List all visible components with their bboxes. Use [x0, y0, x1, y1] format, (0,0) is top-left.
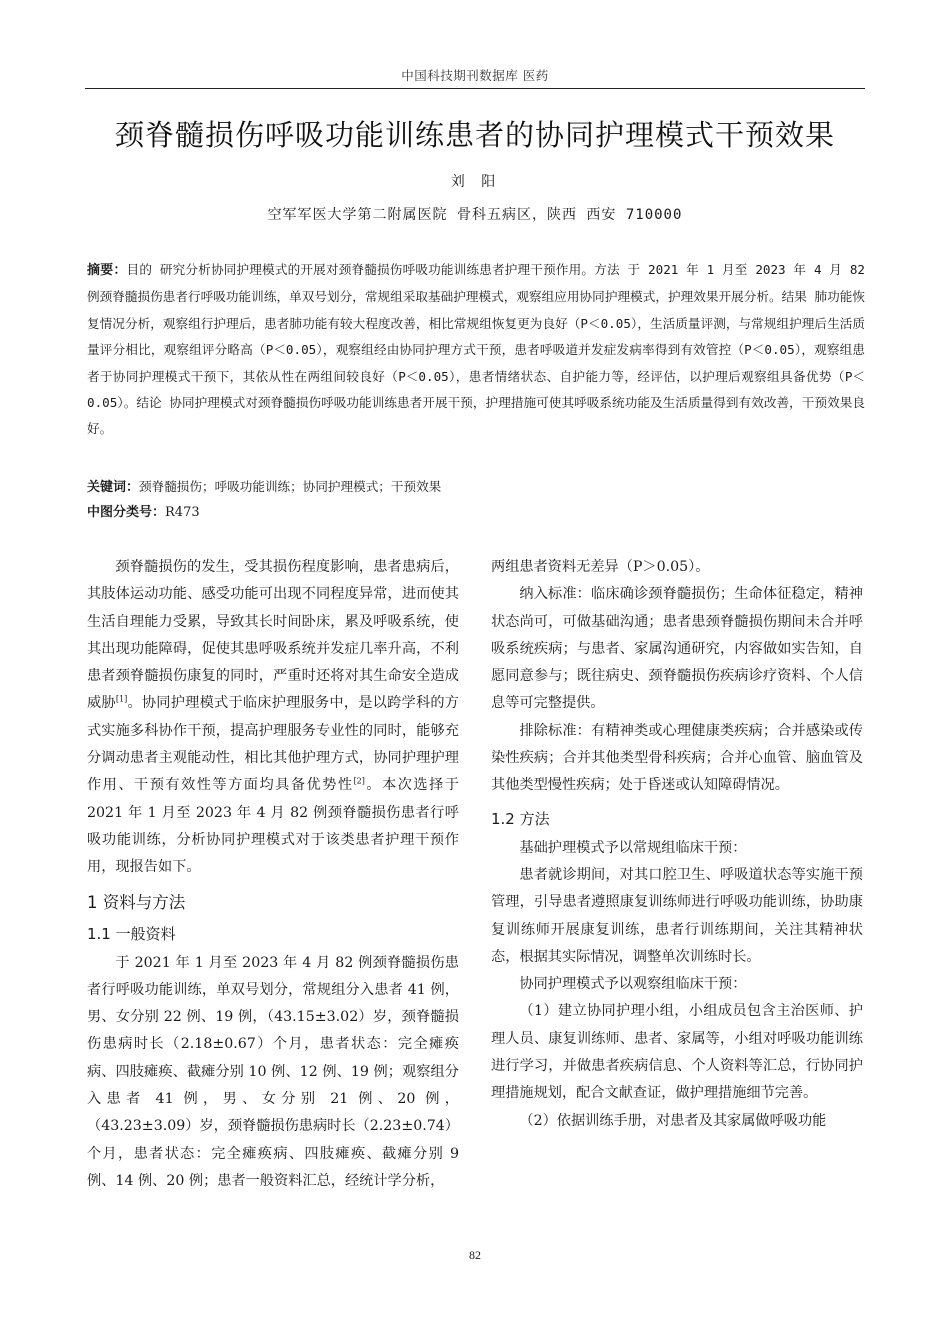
general-data-continuation: 两组患者资料无差异（P＞0.05）。: [491, 559, 710, 575]
right-column: [491, 554, 863, 1135]
left-column: [87, 554, 459, 1195]
keywords: [87, 476, 865, 499]
page-number: 82: [469, 1248, 481, 1262]
citation-1: [1]: [115, 694, 128, 704]
section-heading-1-1: 1.1 一般资料: [87, 924, 176, 943]
inclusion-criteria: 纳入标准：临床确诊颈脊髓损伤；生命体征稳定，精神状态尚可，可做基础沟通；患者患颈脊髓损伤期间未合并呼吸系统疾病；与患者、家属沟通研究，内容做如实告知，自愿同意参与；既往病史、颈脊髓损伤疾病诊疗资料、个人信息等可完整提供。: [491, 586, 863, 712]
keywords-text: 颈脊髓损伤；呼吸功能训练；协同护理模式；干预效果: [139, 479, 442, 494]
abstract-text: 目的 研究分析协同护理模式的开展对颈脊髓损伤呼吸功能训练患者护理干预作用。方法 于 2021 年 1 月至 2023 年 4 月 82 例颈脊髓损伤患者行呼吸功能训练，单双号划分，常规组采取基础护理模式，观察组应用协同护理模式，护理效果开展分析。结果 肺功能恢复情况分析，观察组行护理后，患者肺功能有较大程度改善，相比常规组恢复更为良好（P＜0.05），生活质量评测，与常规组护理后生活质量评分相比，观察组评分略高（P＜0.05），观察组经由协同护理方式干预，患者呼吸道并发症发病率得到有效管控（P＜0.05），观察组患者于协同护理模式干预下，其依从性在两组间较良好（P＜0.05），患者情绪状态、自护能力等，经评估，以护理后观察组具备优势（P＜0.05）。结论 协同护理模式对颈脊髓损伤呼吸功能训练患者开展干预，护理措施可使其呼吸系统功能及生活质量得到有效改善，干预效果良好。: [87, 262, 865, 437]
article-title: 颈脊髓损伤呼吸功能训练患者的协同护理模式干预效果: [114, 118, 835, 152]
running-header: 中国科技期刊数据库 医药: [401, 68, 549, 83]
section-heading-1: 1 资料与方法: [87, 892, 186, 912]
classification-number: [87, 502, 865, 524]
basic-care-intro: 基础护理模式予以常规组临床干预：: [519, 839, 747, 856]
author-affiliation: 空军军医大学第二附属医院 骨科五病区，陕西 西安 710000: [267, 207, 683, 223]
section-heading-1-2: 1.2 方法: [491, 809, 550, 828]
abstract: [87, 257, 865, 443]
citation-2: [2]: [353, 776, 365, 786]
classification-label: 中图分类号：: [87, 505, 166, 520]
basic-care-detail: 患者就诊期间，对其口腔卫生、呼吸道状态等实施干预管理，引导患者遵照康复训练师进行呼吸功能训练，协助康复训练师开展康复训练，患者行训练期间，关注其精神状态，根据其实际情况，调整单次训练时长。: [491, 866, 863, 965]
header-rule: [85, 88, 865, 89]
general-data-paragraph: 于 2021 年 1 月至 2023 年 4 月 82 例颈脊髓损伤患者行呼吸功能训练，单双号划分，常规组分入患者 41 例，男、女分别 22 例、19 例，（43.15±3.02）岁，颈脊髓损伤患病时长（2.18±0.67）个月，患者状态：完全瘫痪病、四肢瘫痪、截瘫分别 10 例、12 例、19 例；观察组分入患者 41 例，男、女分别 21 例、20 例，（43.23±3.09）岁，颈脊髓损伤患病时长（2.23±0.74）个月，患者状态：完全瘫痪病、四肢瘫痪、截瘫分别 9 例、14 例、20 例；患者一般资料汇总，经统计学分析，: [87, 954, 459, 1189]
exclusion-criteria: 排除标准：有精神类或心理健康类疾病；合并感染或传染性疾病；合并其他类型骨科疾病；合并心血管、脑血管及其他类型慢性疾病；处于昏迷或认知障碍情况。: [491, 722, 863, 794]
abstract-label: 摘要：: [87, 263, 127, 278]
cooperative-care-intro: 协同护理模式予以观察组临床干预：: [519, 976, 747, 993]
keywords-label: 关键词：: [87, 480, 140, 495]
classification-text: R473: [165, 505, 200, 520]
cooperative-care-step-2: （2）依据训练手册，对患者及其家属做呼吸功能: [519, 1112, 827, 1129]
intro-paragraph: 颈脊髓损伤的发生，受其损伤程度影响，患者患病后，其肢体运动功能、感受功能可出现不同程度异常，进而使其生活自理能力受累，导致其长时间卧床，累及呼吸系统，使其出现功能障碍，促使其患呼吸系统并发症几率升高，不利患者颈脊髓损伤康复的同时，严重时还将对其生命安全造成威胁[1]。协同护理模式于临床护理服务中，是以跨学科的方式实施多科协作干预，提高护理服务专业性的同时，能够充分调动患者主观能动性，相比其他护理方式，协同护理护理作用、干预有效性等方面均具备优势性[2]。本次选择于 2021 年 1 月至 2023 年 4 月 82 例颈脊髓损伤患者行呼吸功能训练，分析协同护理模式对于该类患者护理干预作用，现报告如下。: [87, 559, 459, 876]
author-name: 刘 阳: [450, 174, 500, 190]
cooperative-care-step-1: （1）建立协同护理小组，小组成员包含主治医师、护理人员、康复训练师、患者、家属等，小组对呼吸功能训练进行学习，并做患者疾病信息、个人资料等汇总，行协同护理措施规划，配合文献查证，做护理措施细节完善。: [491, 1003, 863, 1102]
